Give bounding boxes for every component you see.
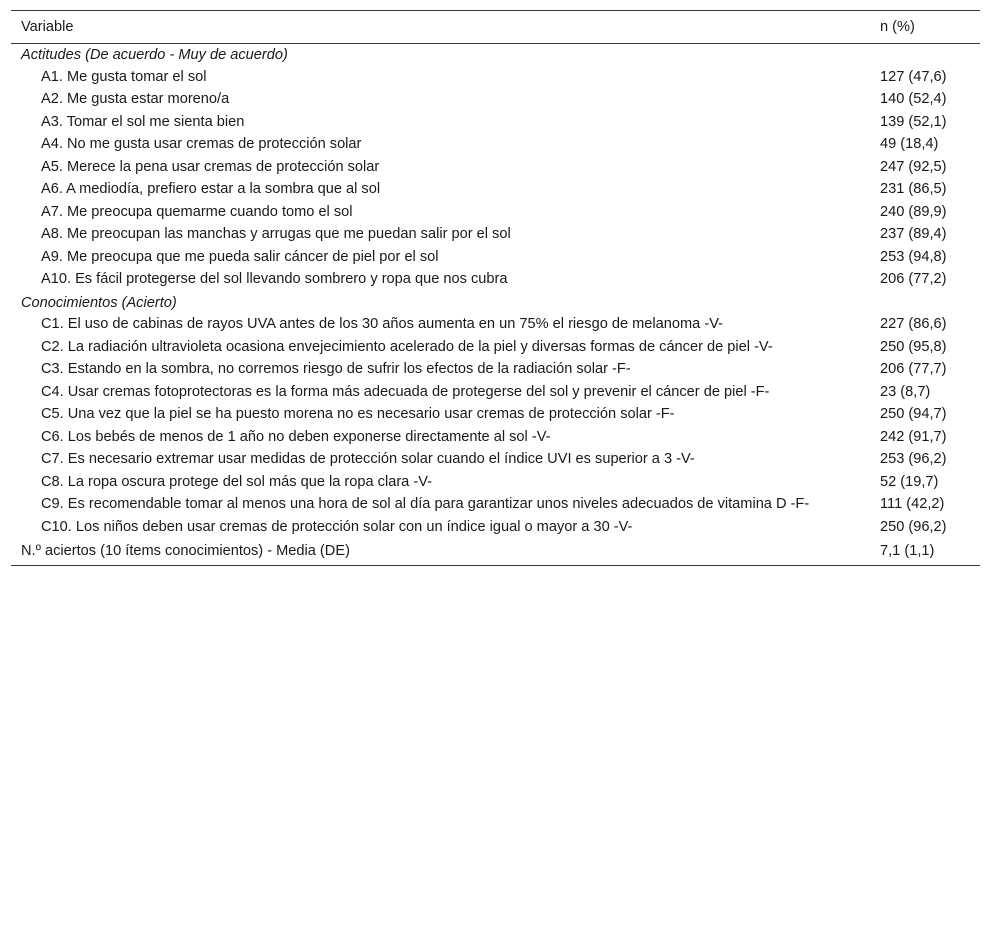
header-variable: Variable [21,19,74,35]
table-row [11,337,980,360]
item-label: A7. Me preocupa quemarme cuando tomo el sol [41,203,353,220]
table-row [11,247,980,270]
item-value: 253 (96,2) [880,451,947,467]
item-label: A10. Es fácil protegerse del sol llevando sombrero y ropa que nos cubra [41,271,508,287]
table-row [11,472,980,495]
item-label: C5. Una vez que la piel se ha puesto morena no es necesario usar cremas de protección solar -F- [41,406,675,422]
item-label: C3. Estando en la sombra, no corremos riesgo de sufrir los efectos de la radiación solar -F- [41,361,631,377]
table-row [11,382,980,405]
item-label: C9. Es recomendable tomar al menos una hora de sol al día para garantizar unos niveles adecuados de vitamina D -F- [41,496,810,512]
item-label: C1. El uso de cabinas de rayos UVA antes de los 30 años aumenta en un 75% el riesgo de melanoma -V- [41,316,723,332]
item-value: 206 (77,7) [880,361,947,377]
item-label: C6. Los bebés de menos de 1 año no deben exponerse directamente al sol -V- [41,428,551,445]
table-row [11,202,980,225]
table-row [11,494,980,517]
item-value: 237 (89,4) [880,226,947,242]
item-value: 127 (47,6) [880,68,947,85]
table-row [11,224,980,247]
item-value: 23 (8,7) [880,383,931,400]
item-label: C7. Es necesario extremar usar medidas de protección solar cuando el índice UVI es superior a 3 -V- [41,451,695,467]
summary-row [11,539,980,565]
item-value: 250 (95,8) [880,338,947,355]
item-value: 250 (94,7) [880,406,947,422]
item-value: 49 (18,4) [880,136,939,152]
table-row [11,427,980,450]
table-row [11,134,980,157]
item-value: 253 (94,8) [880,248,947,265]
item-value: 247 (92,5) [880,158,947,175]
item-value: 139 (52,1) [880,113,947,130]
item-label: C4. Usar cremas fotoprotectoras es la forma más adecuada de protegerse del sol y prevenir el cáncer de piel -F- [41,383,770,400]
item-value: 206 (77,2) [880,271,947,287]
table-row [11,179,980,202]
header-n-pct: n (%) [880,19,915,35]
item-value: 140 (52,4) [880,91,947,107]
item-value: 242 (91,7) [880,428,947,445]
item-label: A6. A mediodía, prefiero estar a la sombra que al sol [41,181,381,197]
item-value: 250 (96,2) [880,518,947,535]
section-title: Conocimientos (Acierto) [21,294,177,311]
table-header [11,11,980,44]
table-row [11,67,980,90]
item-value: 227 (86,6) [880,316,947,332]
table-body [11,44,980,566]
results-table [11,10,980,566]
section-row-actitudes [11,44,980,67]
item-label: A9. Me preocupa que me pueda salir cáncer de piel por el sol [41,248,439,265]
item-label: C10. Los niños deben usar cremas de protección solar con un índice igual o mayor a 30 -V- [41,518,633,535]
item-label: A5. Merece la pena usar cremas de protección solar [41,158,380,175]
table-row [11,314,980,337]
item-label: A4. No me gusta usar cremas de protección solar [41,136,362,152]
header-row [11,11,980,44]
table-row [11,359,980,382]
table-row [11,157,980,180]
table-row [11,112,980,135]
section-row-conocimientos [11,292,980,315]
item-value: 111 (42,2) [880,496,945,512]
table-row [11,449,980,472]
section-title: Actitudes (De acuerdo - Muy de acuerdo) [21,47,288,63]
table-row [11,517,980,540]
item-value: 231 (86,5) [880,181,947,197]
item-label: C2. La radiación ultravioleta ocasiona envejecimiento acelerado de la piel y diversas formas de cáncer de piel -V- [41,338,773,355]
summary-label: N.º aciertos (10 ítems conocimientos) - Media (DE) [21,543,350,559]
item-label: A3. Tomar el sol me sienta bien [41,113,245,130]
item-value: 52 (19,7) [880,473,939,490]
table-row [11,269,980,292]
summary-value: 7,1 (1,1) [880,543,935,559]
item-label: A2. Me gusta estar moreno/a [41,91,230,107]
table-row [11,89,980,112]
item-value: 240 (89,9) [880,203,947,220]
table-row [11,404,980,427]
item-label: A8. Me preocupan las manchas y arrugas que me puedan salir por el sol [41,226,511,242]
item-label: A1. Me gusta tomar el sol [41,68,207,85]
item-label: C8. La ropa oscura protege del sol más que la ropa clara -V- [41,473,433,490]
